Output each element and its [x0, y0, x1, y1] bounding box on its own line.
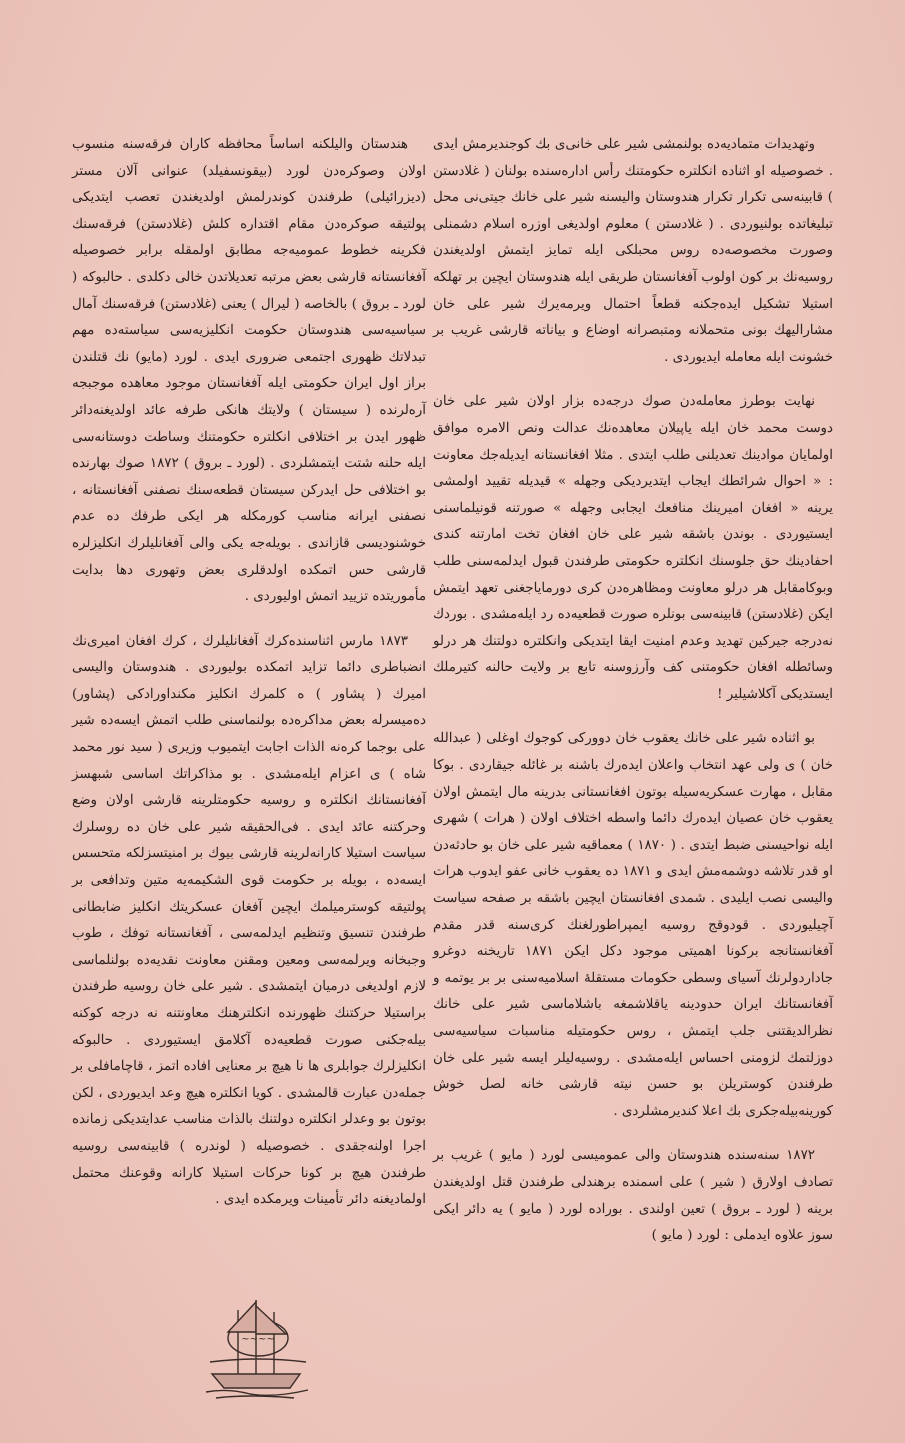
right-paragraph-1: وتهدیدات متمادیه‌ده بولنمشی شیر علی خانی‌ی بك کوجندیرمش ایدی . خصوصیله او اثناده انکلتره حکومتنك رأس اداره‌سنده بولنان ( غلادستن ) قابینه‌سی تکرار تکرار هندوستان والیسنه شیر علی خانك جیتی‌نی محل تبلیغاتده بولنیوردی . ( غلادستن ) معلوم اولدیغی اوزره اسلام دشمنلی وصورت مخصوصه‌ده روس محبلکی ایله تمایز ایتمش اولدیغندن روسیه‌نك بر کون اولوب آفغانستان طریقی ایله هندوستان ایچین بر تهلکه استیلا تشکیل ایده‌جکنه قطعاً احتمال ویرمه‌یرك شیر علی خان مشارالیهك بونی متحملانه ومتبصرانه اوضاع و بیاناته قارشی غریب بر خشونت ایله معامله ایدیوردی . [433, 137, 833, 365]
left-paragraph-2: ۱۸۷۳ مارس اثناسنده‌کرك آفغانلیلرك ، کرك افغان امیری‌نك انضباطری دائما تزاید اتمکده بولیوردی . هندوستان والیسی امیرك ( پشاور ) ه کلمرك انکلیز مکنداورادکی (پشاور) ده‌میسرله بعض مداکره‌ده بولنماسنی طلب اتمش ایسه‌ده شیر علی بوجما کره‌نه الذات اجابت ایتمیوب وزیری ( سید نور محمد شاه ) ی اعزام ایله‌مشدی . بو مذاکراتك اساسی شبهسز آفغانستانك انکلتره و روسیه حکومتلرینه قارشی اولان وضع وحرکتنه عائد ایدی . فی‌الحقیقه شیر علی خان ده روسلرك سیاست استیلا کارانه‌لرینه قارشی بیوك بر امنیتسزلکه متحسس ایسه‌ده ، بویله بر حکومت قوی الشکیمه‌یه متین وتدافعی بر پولتیقه کوسترمیلمك ایچین آفغان عسکریتك انکلیز ضابطانی طرفندن تنسیق وتنظیم ایدلمه‌سی ، آفغانستانه توفك ، طوب وجبخانه ویرلمه‌سی ومعین ومقنن معاونت نقدیه‌ده بولنلماسی لازم اولدیغی درمیان ایتمشدی . شیر علی خان روسیه طرفندن براستیلا حرکتنك ظهورنده انکلترهنك معاونتنه نه درجه کوکنه بیله‌جکنی صورت قطعیه‌ده آکلامق ایستیوردی . حالبوکه انکلیزلرك جوابلری ها نا هیچ بر معنایی افاده اتمز ، قاچامافلی بر جمله‌دن عبارت قالمشدی . کویا انکلتره هیچ وعد ایدیوردی ، لکن بوتون بو وعدلر انکلتره دولتنك بالذات مناسب عدایتدیکی زمانده اجرا اولنه‌جقدی . خصوصیله ( لوندره ) قابینه‌سی روسیه طرفندن هیچ بر کونا حرکات استیلا کارانه وقوعنك محتمل اولمادیغنه دائر تأمینات ویرمکده ایدی . [72, 633, 426, 1208]
right-paragraph-3: بو اثناده شیر علی خانك یعقوب خان دوورکی کوجوك اوغلی ( عبدالله خان ) ی ولی عهد انتخاب واعلان ایده‌رك باشنه بر غائله جیقاردی . بوکا مقابل ، مهارت عسکریه‌سیله بوتون افغانستانی بدرینه مال ایتمش اولان یعقوب خان عصیان ایده‌رك دائما واسطه اختلاف اولان ( هرات ) شهری ایله نواحیسنی ضبط ایتدی . ( ۱۸۷۰ ) معماقیه شیر علی خان بو حادثه‌دن او قدر تلاشه دوشمه‌مش ایدی و ۱۸۷۱ ده یعقوب خانی عفو ایدوب هرات والیسی نصب ایلیدی . شمدی افغانستان ایچین باشقه بر صفحه سیاست آچیلیوردی . قودوقج روسیه ایمپراطورلغنك کری‌سنه قدر مقدم آفغانستانجه برکونا اهمیتی موجود دکل ایکن ۱۸۷۱ تاریخنه دوغرو جاداردولرنك آسیای وسطی حکومات مستقله‌ٔ اسلامیه‌سنی بر بر یوتمه و آفغانستانك ایران حدودینه یاقلاشمغه باشلاماسی شیر علی خانك نظرالدیقتنی جلب ایتمش ، روس حکومتیله مناسبات سیاسیه‌سی دوزلتمك لزومنی احساس ایله‌مشدی . روسیه‌لیلر ایسه شیر علی خان طرفندن کوستریلن بو حسن نیته قارشی خانه لصل خوش کورینه‌بیله‌جكری بك اعلا کندیرمشلردی . [433, 731, 834, 1119]
left-paragraph-1: هندستان والیلکنه اساساً محافظه کاران فرقه‌سنه منسوب اولان وصوکره‌دن لورد (بیقونسفیلد) عنوانی آلان مستر (دیزرائیلی) طرفندن کوندرلمش اولدیغندن تعصب ایتدیکی پولتیقه صوکره‌دن مقام اقتداره کلش (غلادستن) فرقه‌سنك فکرینه خطوط عمومیه‌جه مطابق اولمقله برابر خصوصیله آفغانستانه قارشی بعض مرتبه تعدیلاتدن خالی دکلدی . حالبوکه ( لورد ـ بروق ) بالخاصه ( لیرال ) یعنی (غلادستن) فرقه‌سنك آمال سیاسیه‌سی هندوستان حکومت انکلیزیه‌سی سیاسته‌ده مهم تبدلاتك ظهوری اجتمعی ضروری ایدی . لورد (مایو) نك قتلندن براز اول ایران حکومتی ایله آفغانستان موجود معاهده موجبجه آره‌لرنده ( سیستان ) ولایتك هانکی طرفه عائد اولدیغنه‌دائر ظهور ایدن بر اختلافی انکلتره حکومتنك وساطت دوستانه‌سی ایله حلنه‌ شتت ایتمشلردی . (لورد ـ بروق ) ۱۸۷۲ صوك بهارنده بو اختلافی حل ایدرکن سیستان قطعه‌سنك نصفنی آفغانستانه ، نصفنی ایرانه مناسب کورمکله هر ایکی طرفك ده عدم خوشنودیسی قازاندی . بویله‌جه یکی والی آفغانلیلرك انکلیزلره قارشی حس اتمکده اولدقلری بعض وتهوری دها بدایت مأموریتده تزیید اتمش اولیوردی . [72, 137, 426, 605]
svg-text:~~~~: ~~~~ [241, 1334, 275, 1345]
ship-emblem-icon [198, 1292, 316, 1404]
right-column [433, 132, 833, 1250]
right-paragraph-4: ۱۸۷۲ سنه‌سنده هندوستان والی عمومیسی لورد ( مایو ) غریب بر تصادف اولارق ( شیر ) علی اسمنده برهندلی طرفندن قتل اولدیغندن برینه ( لورد ـ بروق ) تعین اولندی . بوراده لورد ( مایو ) یه دائر ایکی سوز علاوه ایدملی : لورد ( مایو ) [433, 1148, 833, 1244]
left-column [72, 132, 426, 1214]
right-paragraph-2: نهایت بوطرز معامله‌دن صوك درجه‌ده بزار اولان شیر علی خان دوست محمد خان ایله یاپیلان معاهده‌نك عدالت ونص الامره موافق اولمایان موادینك تعدیلنی طلب ایتدی . مثلا افغانستانه ایدیله‌جك معاونت : « احوال شرائطك ایجاب ایتدیردیکی وجهله » قیدیله تقیید اولمشی یرینه « افغان امیرینك منافعك ایجابی وجهله » صورتنه قونیلماسنی ایستیوردی . بوندن باشقه شیر علی خان افغان تخت امارتنه کندی احفادینك حق جلوسنك انکلتره حکومتی طرفندن قبول ایدلمه‌سنی طلب وبوکامقابل هر درلو معاونت ومظاهره‌دن کری دورمایاجغنی تعهد ایتمش ایکن (غلادستن) قابینه‌سی بونلره صورت قطعیه‌ده رد ایله‌مشدی . بوردك نه‌درجه جیرکین تهدید وعدم امنیت ایقا ایتدیکی وانکلتره دولتنك هر درلو وسائطله افغان حکومتنی کف وآرزوسنه تابع بر ولایت حالنه کتیرملك ایستدیکی آکلاشیلیر ! [433, 394, 833, 702]
